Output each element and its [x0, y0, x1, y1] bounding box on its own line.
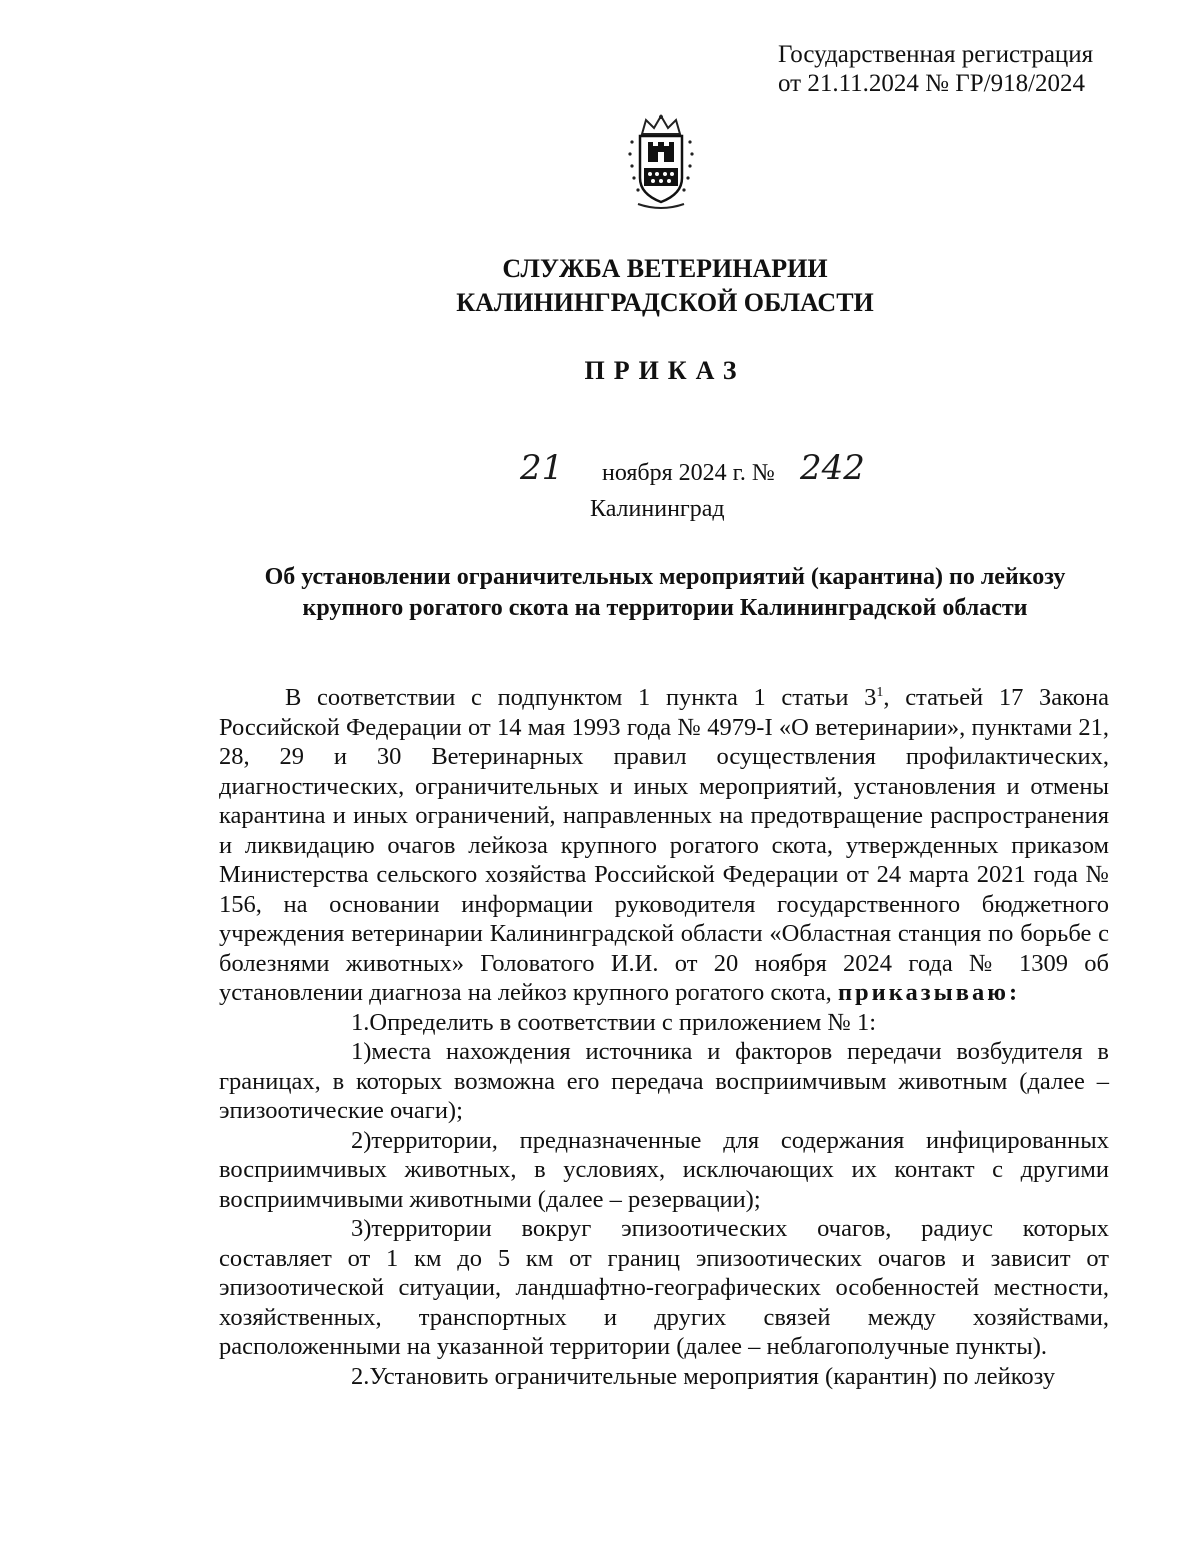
list-item — [219, 1126, 1109, 1215]
document-body — [219, 683, 1109, 1391]
preamble-part-b: , статьей 17 Закона Российской Федерации от 14 мая 1993 года № 4979-I «О ветеринарии», пунктами 21, 28, 29 и 30 Ветеринарных правил осуществления профилактических, диагностических, ограничительных и иных мероприятий, установления и отмены карантина и иных ограничений, направленных на предотвращение распространения и ликвидацию очагов лейкоза крупного рогатого скота, утвержденных приказом Министерства сельского хозяйства Российской Федерации от 24 марта 2021 года № 156, на основании информации руководителя государственного бюджетного учреждения ветеринарии Калининградской области «Областная станция по борьбе с болезнями животных» Головатого И.И. от 20 ноября 2024 года № 1309 об установлении диагноза на лейкоз крупного рогатого скота, — [219, 684, 1109, 1006]
item-number: 2) — [351, 1126, 372, 1154]
item-number: 3) — [351, 1215, 372, 1242]
title-line-1: Об установлении ограничительных мероприятий (карантина) по лейкозу — [264, 564, 1066, 590]
order-word: приказываю: — [837, 979, 1021, 1006]
list-item — [219, 1214, 1109, 1362]
item-text: места нахождения источника и факторов передачи возбудителя в границах, в которых возможна его передача восприимчивым животным (далее – эпизоотические очаги); — [219, 1038, 1109, 1124]
organization-line-2: КАЛИНИНГРАДСКОЙ ОБЛАСТИ — [456, 288, 874, 317]
item-text: Определить в соответствии с приложением № 1: — [369, 1008, 877, 1036]
preamble-superscript: 1 — [876, 684, 884, 700]
item-number: 1) — [351, 1038, 372, 1065]
organization-name — [300, 252, 1030, 320]
list-item — [219, 1362, 1109, 1392]
item-text: территории, предназначенные для содержания инфицированных восприимчивых животных, в условиях, исключающих их контакт с другими восприимчивыми животными (далее – резервации); — [219, 1126, 1109, 1213]
list-item — [219, 1037, 1109, 1126]
preamble-part-a: В соответствии с подпунктом 1 пункта 1 статьи 3 — [285, 684, 877, 711]
registration-line-1: Государственная регистрация — [778, 41, 1094, 68]
coat-of-arms-icon — [622, 112, 700, 214]
preamble-paragraph — [219, 683, 1109, 1008]
item-number: 2. — [351, 1362, 370, 1390]
item-number: 1. — [351, 1008, 370, 1036]
item-text: территории вокруг эпизоотических очагов, радиус которых составляет от 1 км до 5 км от границ эпизоотических очагов и зависит от эпизоотической ситуации, ландшафтно-географических особенностей местности, хозяйственных, транспортных и других связей между хозяйствами, расположенными на указанной территории (далее – неблагополучные пункты). — [219, 1215, 1109, 1360]
organization-line-1: СЛУЖБА ВЕТЕРИНАРИИ — [502, 254, 828, 283]
title-line-2: крупного рогатого скота на территории Калининградской области — [302, 595, 1028, 621]
document-title — [150, 562, 1180, 624]
document-city: Калининград — [590, 496, 725, 522]
handwritten-day: 21 — [520, 448, 564, 488]
item-text: Установить ограничительные мероприятия (карантин) по лейкозу — [369, 1362, 1056, 1390]
date-text: ноября 2024 г. № — [602, 460, 775, 486]
registration-line-2: от 21.11.2024 № ГР/918/2024 — [778, 70, 1086, 97]
handwritten-number: 242 — [800, 448, 865, 488]
list-item — [219, 1008, 1109, 1038]
registration-stamp — [778, 40, 1158, 98]
document-date-line — [520, 448, 940, 498]
document-type: ПРИКАЗ — [584, 356, 746, 385]
